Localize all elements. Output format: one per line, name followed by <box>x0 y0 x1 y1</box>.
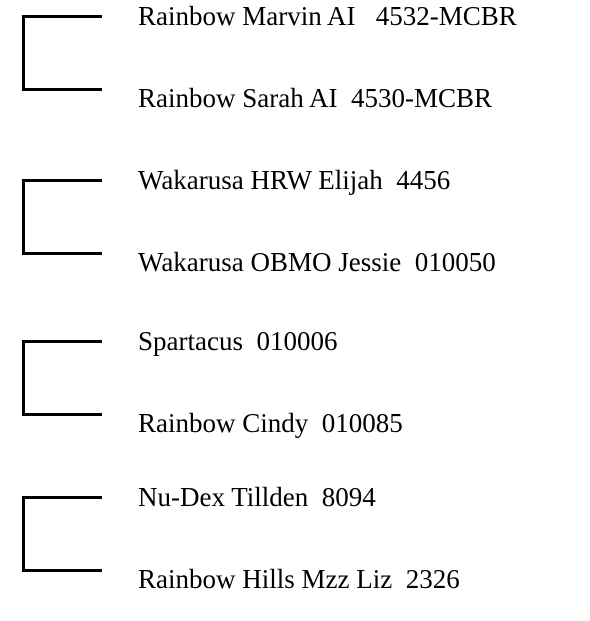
bracket-vertical-line <box>22 496 25 572</box>
bracket-vertical-line <box>22 340 25 416</box>
bracket-top-line <box>22 496 102 499</box>
bracket-vertical-line <box>22 15 25 91</box>
pedigree-pair-1 <box>0 0 590 140</box>
dam-label: Rainbow Sarah AI 4530-MCBR <box>138 83 492 113</box>
dam-label: Wakarusa OBMO Jessie 010050 <box>138 247 496 277</box>
bracket-bottom-line <box>22 88 102 91</box>
pedigree-pair-4 <box>0 481 590 621</box>
bracket-top-line <box>22 179 102 182</box>
sire-label: Wakarusa HRW Elijah 4456 <box>138 165 451 195</box>
bracket-bottom-line <box>22 569 102 572</box>
dam-label: Rainbow Cindy 010085 <box>138 408 403 438</box>
bracket-bottom-line <box>22 413 102 416</box>
dam-label: Rainbow Hills Mzz Liz 2326 <box>138 564 460 594</box>
sire-label: Rainbow Marvin AI 4532-MCBR <box>138 1 517 31</box>
pedigree-pair-2 <box>0 164 590 304</box>
bracket-top-line <box>22 340 102 343</box>
sire-label: Nu-Dex Tillden 8094 <box>138 482 376 512</box>
bracket-top-line <box>22 15 102 18</box>
sire-label: Spartacus 010006 <box>138 326 338 356</box>
bracket-vertical-line <box>22 179 25 255</box>
bracket-bottom-line <box>22 252 102 255</box>
pedigree-pair-3 <box>0 325 590 465</box>
